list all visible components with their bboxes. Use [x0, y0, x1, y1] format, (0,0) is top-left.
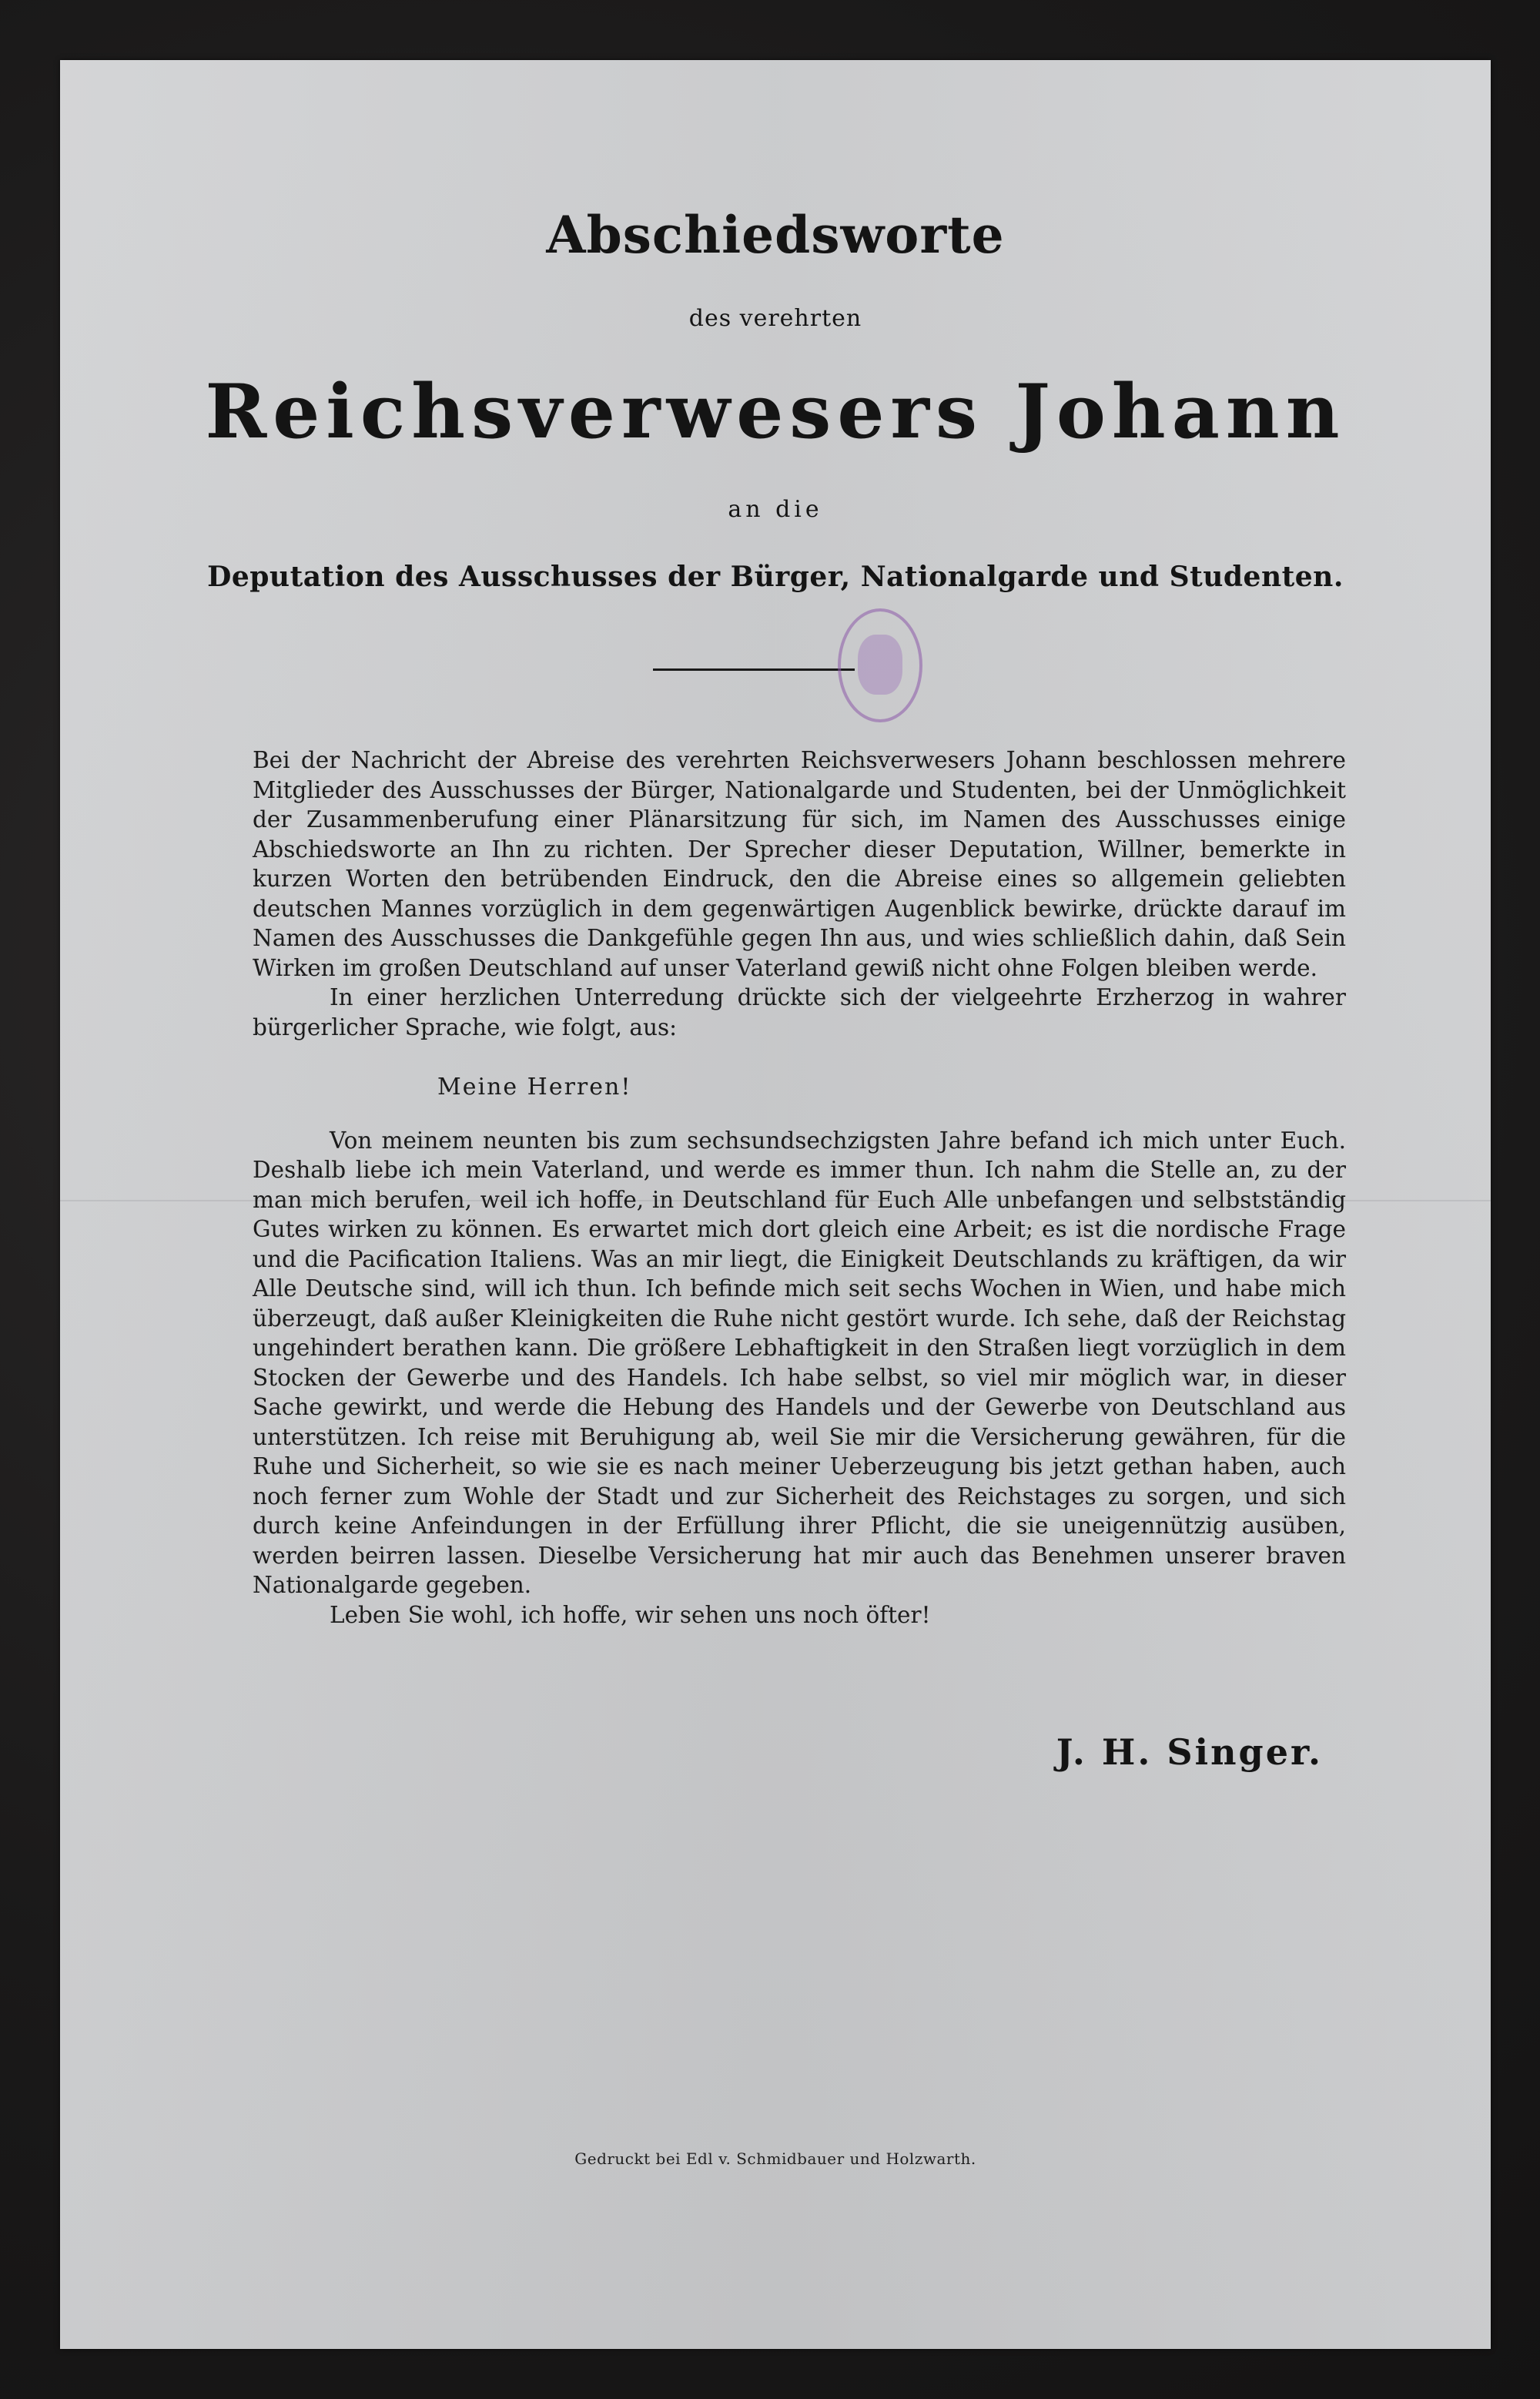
document-title: Abschiedsworte	[546, 205, 1005, 265]
addressee-heading: Deputation des Ausschusses der Bürger, Nationalgarde und Studenten.	[207, 561, 1344, 593]
connector-line: an die	[728, 496, 823, 523]
title-divider	[653, 668, 855, 671]
paragraph-conversation: In einer herzlichen Unterredung drückte sich der vielgeehrte Erzherzog in wahrer bürgerlicher Sprache, wie folgt, aus:	[253, 984, 1346, 1040]
document-sheet	[60, 60, 1491, 2349]
name-heading: Reichsverwesers Johann	[205, 368, 1346, 455]
paragraph-farewell: Leben Sie wohl, ich hoffe, wir sehen uns noch öfter!	[330, 1601, 931, 1628]
paragraph-speech: Von meinem neunten bis zum sechsundsechzigsten Jahre befand ich mich unter Euch. Deshalb liebe ich mein Vaterland, und werde es immer thun. Ich nahm die Stelle an, zu der man mich berufen, weil ich hoffe, in Deutschland für Euch Alle unbefangen und selbstständig Gutes wirken zu können. Es erwartet mich dort gleich eine Arbeit; es ist die nordische Frage und die Pacification Italiens. Was an mir liegt, die Einigkeit Deutschlands zu kräftigen, da wir Alle Deutsche sind, will ich thun. Ich befinde mich seit sechs Wochen in Wien, und habe mich überzeugt, daß außer Kleinigkeiten die Ruhe nicht gestört wurde. Ich sehe, daß der Reichstag ungehindert berathen kann. Die größere Lebhaftigkeit in den Straßen liegt vorzüglich in dem Stocken der Gewerbe und des Handels. Ich habe selbst, so viel mir möglich war, in dieser Sache gewirkt, und werde die Hebung des Handels und der Gewerbe von Deutschland aus unterstützen. Ich reise mit Beruhigung ab, weil Sie mir die Versicherung gewähren, für die Ruhe und Sicherheit, so wie sie es nach meiner Ueberzeugung bis jetzt gethan haben, auch noch ferner zum Wohle der Stadt und zur Sicherheit des Reichstages zu sorgen, und sich durch keine Anfeindungen in der Erfüllung ihrer Pflicht, die sie uneigennützig ausüben, werden beirren lassen. Dieselbe Versicherung hat mir auch das Benehmen unserer braven Nationalgarde gegeben.	[253, 1127, 1346, 1598]
paragraph-intro: Bei der Nachricht der Abreise des verehrten Reichsverwesers Johann beschlossen mehrere Mitglieder des Ausschusses der Bürger, Nationalgarde und Studenten, bei der Unmöglichkeit der Zusammenberufung einer Plänarsitzung für sich, im Namen des Ausschusses einige Abschiedsworte an Ihn zu richten. Der Sprecher dieser Deputation, Willner, bemerkte in kurzen Worten den betrübenden Eindruck, den die Abreise eines so allgemein geliebten deutschen Mannes vorzüglich in dem gegenwärtigen Augenblick bewirke, drückte darauf im Namen des Ausschusses die Dankgefühle gegen Ihn aus, und wies schließlich dahin, daß Sein Wirken im großen Deutschland auf unser Vaterland gewiß nicht ohne Folgen bleiben werde.	[253, 747, 1346, 981]
salutation: Meine Herren!	[437, 1074, 632, 1101]
subtitle-small: des verehrten	[688, 305, 862, 332]
library-stamp	[838, 608, 922, 722]
stamp-emblem	[858, 635, 902, 695]
printer-imprint: Gedruckt bei Edl v. Schmidbauer und Holzwarth.	[574, 2149, 976, 2168]
body-text	[253, 745, 1346, 1630]
signature: J. H. Singer.	[1056, 1731, 1323, 1773]
